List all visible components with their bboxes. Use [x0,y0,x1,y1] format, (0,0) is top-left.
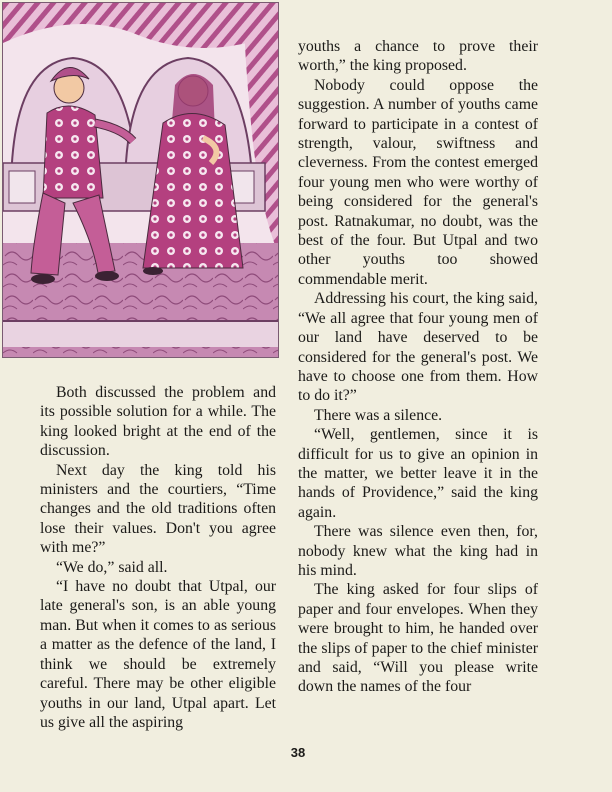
right-lead-line: youths a chance to prove their worth,” the king proposed. [298,38,538,75]
right-paragraph-5: There was silence even then, for, nobody knew what the king had in his mind. [298,523,538,579]
left-paragraph-2: Next day the king told his ministers and the courtiers, “Time changes and the old traditions often lose their values. Don't you agree with me?” [40,461,276,557]
left-text-column [40,383,276,732]
right-paragraph-2: Addressing his court, the king said, “We all agree that four young men of our land have deserved to be considered for the general's post. We have to choose one from them. How to do it?” [298,290,538,405]
right-paragraph-6: The king asked for four slips of paper and four envelopes. When they were brought to him, he handed over the slips of paper to the chief minister and said, “Will you please write down the names of the four [298,581,538,696]
right-paragraph-3: There was a silence. [314,406,443,424]
right-paragraph-1: Nobody could oppose the suggestion. A number of youths came forward to participate in a contest of strength, valour, swiftness and cleverness. From the contest emerged four young men who were worthy of being considered for the general's post. Ratnakumar, no doubt, was the best of the four. But Utpal and two other youths too showed commendable merit. [298,76,538,288]
page-number: 38 [290,745,306,760]
left-paragraph-1: Both discussed the problem and its possible solution for a while. The king looked bright at the end of the discussion. [40,384,276,460]
right-text-column [298,37,538,697]
king-queen-illustration [2,2,279,358]
right-paragraph-4: “Well, gentlemen, since it is difficult for us to give an opinion in the matter, we better leave it in the hands of Providence,” said the king again. [298,426,538,521]
left-paragraph-4: “I have no doubt that Utpal, our late general's son, is an able young man. But when it comes to as serious a matter as the defence of the land, I think we should be extremely careful. There may be other eligible youths in our land, Utpal apart. Let us give all the aspiring [40,578,276,731]
king-and-queen-illustration-icon [3,3,278,357]
left-paragraph-3: “We do,” said all. [56,558,168,576]
